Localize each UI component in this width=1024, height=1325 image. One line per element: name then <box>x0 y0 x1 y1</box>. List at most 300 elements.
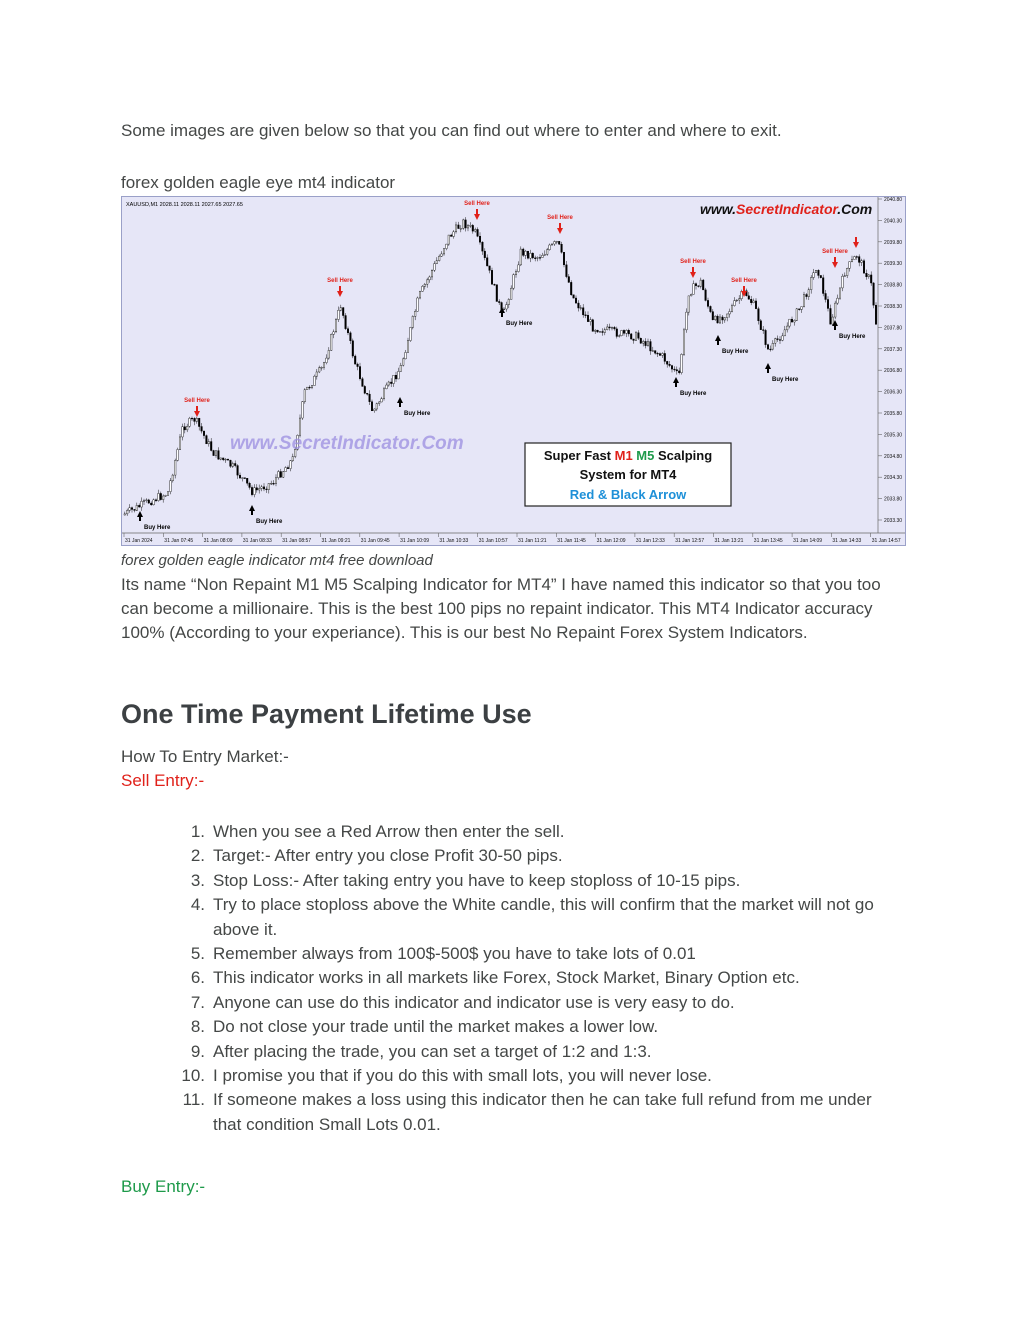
candle-body <box>875 305 877 324</box>
candle-body <box>278 472 280 478</box>
candle-body <box>633 339 635 340</box>
candle-body <box>719 317 721 323</box>
list-item <box>121 1064 901 1088</box>
candle-body <box>419 291 421 298</box>
candle-body <box>160 493 162 499</box>
list-item <box>121 1015 901 1039</box>
list-item-number: 5. <box>190 944 205 964</box>
candle-body <box>489 266 491 270</box>
candle-body <box>153 500 155 505</box>
candle-body <box>203 431 205 436</box>
candle-body <box>496 285 498 302</box>
candle-body <box>254 488 256 495</box>
candle-body <box>849 262 851 269</box>
candle-body <box>683 330 685 354</box>
candle-body <box>628 330 630 334</box>
candle-body <box>477 229 479 236</box>
candle-body <box>762 330 764 331</box>
candle-body <box>770 349 772 350</box>
buy-here-label: Buy Here <box>506 321 533 327</box>
candle-body <box>316 372 318 376</box>
candle-body <box>196 418 198 421</box>
list-item-text: Remember always from 100$-500$ you have to take lots of 0.01 <box>213 944 696 964</box>
list-item-number: 9. <box>190 1041 205 1061</box>
candle-body <box>453 232 455 237</box>
candle-body <box>455 225 457 232</box>
candle-body <box>527 251 529 258</box>
candle-body <box>578 303 580 308</box>
candle-body <box>551 244 553 245</box>
candle-body <box>834 303 836 317</box>
candle-body <box>846 268 848 275</box>
candle-body <box>544 254 546 255</box>
sell-arrow-icon-stem <box>339 286 341 291</box>
candle-body <box>124 514 126 515</box>
candle-body <box>321 367 323 368</box>
sell-here-label: Sell Here <box>464 201 490 207</box>
candle-body <box>467 226 469 228</box>
candle-body <box>585 315 587 316</box>
time-tick-label: 31 Jan 08:09 <box>203 538 233 544</box>
list-item-text: If someone makes a loss using this indicator then he can take full refund from me under that condition Small Lots 0.01. <box>213 1090 872 1134</box>
candle-body <box>136 505 138 510</box>
time-tick-label: 31 Jan 14:57 <box>871 538 901 544</box>
candle-body <box>436 261 438 264</box>
candle-body <box>244 478 246 479</box>
candle-body <box>767 345 769 349</box>
candle-body <box>772 343 774 349</box>
candle-body <box>347 329 349 333</box>
candle-body <box>575 298 577 303</box>
candle-body <box>681 354 683 372</box>
candle-body <box>604 330 606 333</box>
candle-body <box>726 314 728 318</box>
candle-body <box>587 315 589 321</box>
candle-body <box>657 353 659 354</box>
candle-body <box>438 256 440 260</box>
candle-body <box>803 295 805 307</box>
list-item-number: 7. <box>190 992 205 1012</box>
time-tick-label: 31 Jan 12:09 <box>596 538 626 544</box>
buy-here-label: Buy Here <box>680 391 707 397</box>
candle-body <box>450 235 452 236</box>
candle-body <box>268 483 270 489</box>
candle-body <box>352 341 354 356</box>
image-caption: forex golden eagle indicator mt4 free download <box>121 552 433 569</box>
sell-arrow-icon-stem <box>559 223 561 228</box>
candle-body <box>333 332 335 335</box>
time-tick-label: 31 Jan 09:21 <box>321 538 351 544</box>
candle-body <box>222 458 224 460</box>
price-tick-label: 2038.80 <box>884 282 903 289</box>
candle-body <box>522 249 524 255</box>
candle-body <box>479 236 481 242</box>
candle-body <box>131 508 133 510</box>
candle-body <box>155 500 157 501</box>
candle-body <box>417 298 419 311</box>
candle-body <box>273 483 275 484</box>
candle-body <box>590 320 592 322</box>
candle-body <box>148 500 150 503</box>
candle-body <box>690 294 692 296</box>
candle-body <box>491 270 493 284</box>
time-tick-label: 31 Jan 12:57 <box>675 538 705 544</box>
candle-body <box>220 458 222 459</box>
buy-entry-label: Buy Entry:- <box>121 1177 206 1196</box>
list-item <box>121 1040 901 1064</box>
price-tick-label: 2035.80 <box>884 411 903 417</box>
candle-body <box>638 333 640 338</box>
list-item-text: I promise you that if you do this with small lots, you will never lose. <box>213 1066 712 1086</box>
candle-body <box>369 394 371 402</box>
candle-body <box>246 478 248 483</box>
candle-body <box>753 301 755 303</box>
candle-body <box>194 418 196 421</box>
candle-body <box>189 418 191 426</box>
candle-body <box>340 308 342 311</box>
list-item-number: 2. <box>190 846 205 866</box>
candle-body <box>165 495 167 496</box>
candle-body <box>503 309 505 310</box>
sell-arrow-icon-stem <box>476 209 478 214</box>
price-tick-label: 2035.30 <box>884 432 903 439</box>
candle-body <box>400 365 402 371</box>
candle-body <box>261 487 263 489</box>
candle-body <box>820 275 822 277</box>
candle-body <box>167 492 169 496</box>
candle-body <box>328 350 330 358</box>
price-tick-label: 2040.80 <box>884 197 903 203</box>
buy-here-label: Buy Here <box>144 525 171 531</box>
candle-body <box>616 329 618 337</box>
price-tick-label: 2033.80 <box>884 496 903 503</box>
candle-body <box>170 481 172 492</box>
candle-body <box>760 321 762 330</box>
candle-body <box>484 251 486 258</box>
candle-body <box>842 276 844 288</box>
candle-body <box>326 358 328 363</box>
candle-body <box>282 472 284 478</box>
time-tick-label: 31 Jan 11:45 <box>557 538 586 544</box>
candle-body <box>225 459 227 460</box>
time-tick-label: 31 Jan 10:57 <box>478 538 508 544</box>
candle-body <box>256 488 258 490</box>
candle-body <box>381 399 383 402</box>
chart-svg <box>122 197 905 545</box>
candle-body <box>263 487 265 489</box>
candle-body <box>609 327 611 328</box>
candle-body <box>210 442 212 451</box>
list-item-number: 10. <box>181 1066 205 1086</box>
buy-arrow-icon-stem <box>501 312 503 317</box>
candle-body <box>837 298 839 303</box>
candle-body <box>407 341 409 353</box>
candle-body <box>714 316 716 320</box>
price-tick-label: 2040.30 <box>884 218 903 225</box>
indicator-chart-image <box>121 196 906 546</box>
watermark-center: www.SecretIndicator.Com <box>230 433 464 454</box>
time-tick-label: 31 Jan 13:45 <box>753 538 783 544</box>
candle-body <box>191 418 193 419</box>
candle-body <box>645 341 647 345</box>
candle-body <box>330 334 332 350</box>
candle-body <box>669 364 671 365</box>
candle-body <box>710 306 712 311</box>
candle-body <box>755 301 757 309</box>
candle-body <box>186 426 188 430</box>
candle-body <box>371 402 373 411</box>
candle-body <box>611 327 613 328</box>
time-tick-label: 31 Jan 12:33 <box>635 538 665 544</box>
candle-body <box>520 249 522 265</box>
time-tick-label: 31 Jan 08:57 <box>282 538 312 544</box>
candle-body <box>659 354 661 356</box>
sell-here-label: Sell Here <box>680 259 706 265</box>
list-item <box>121 942 901 966</box>
symbol-line: XAUUSD,M1 2028.11 2028.11 2027.65 2027.65 <box>126 202 243 208</box>
candle-body <box>213 451 215 456</box>
candle-body <box>470 225 472 226</box>
candle-body <box>530 253 532 258</box>
how-to-entry-label: How To Entry Market:- <box>121 747 289 766</box>
candle-body <box>830 308 832 324</box>
candle-body <box>302 402 304 418</box>
buy-arrow-icon-stem <box>834 325 836 330</box>
candle-body <box>426 280 428 284</box>
candle-body <box>724 318 726 320</box>
candle-body <box>510 288 512 299</box>
candle-body <box>870 275 872 283</box>
candle-body <box>323 363 325 367</box>
list-item-text: This indicator works in all markets like Forex, Stock Market, Binary Option etc. <box>213 968 800 988</box>
list-item <box>121 991 901 1015</box>
sell-entry-steps <box>121 820 901 1137</box>
price-tick-label: 2036.30 <box>884 389 903 396</box>
time-tick-label: 31 Jan 08:33 <box>242 538 272 544</box>
candle-body <box>230 460 232 466</box>
buy-arrow-icon-stem <box>251 510 253 515</box>
candle-body <box>378 402 380 404</box>
candle-body <box>801 307 803 310</box>
candle-body <box>364 386 366 393</box>
buy-arrow-icon-stem <box>717 340 719 345</box>
candle-body <box>206 436 208 444</box>
time-tick-label: 31 Jan 07:45 <box>164 538 194 544</box>
candle-body <box>208 442 210 444</box>
candle-body <box>532 253 534 258</box>
candle-body <box>242 478 244 479</box>
candle-body <box>563 252 565 265</box>
list-item-text: Anyone can use do this indicator and indicator use is very easy to do. <box>213 992 735 1012</box>
buy-here-label: Buy Here <box>722 349 749 355</box>
candle-body <box>582 308 584 315</box>
candle-body <box>750 299 752 302</box>
candle-body <box>390 382 392 383</box>
sell-here-label: Sell Here <box>822 249 848 255</box>
candle-body <box>198 418 200 426</box>
candle-body <box>676 370 678 371</box>
candle-body <box>249 483 251 487</box>
list-item <box>121 893 901 942</box>
candle-body <box>558 241 560 244</box>
time-tick-label: 31 Jan 13:21 <box>714 538 744 544</box>
sell-entry-label: Sell Entry:- <box>121 771 205 790</box>
image-title: forex golden eagle eye mt4 indicator <box>121 173 396 192</box>
price-tick-label: 2036.80 <box>884 368 903 375</box>
candle-body <box>345 316 347 329</box>
candle-body <box>674 369 676 370</box>
promo-line-1: Super Fast M1 M5 Scalping <box>543 448 713 463</box>
candle-body <box>362 379 364 387</box>
candle-body <box>561 244 563 252</box>
list-item <box>121 966 901 990</box>
candle-body <box>486 258 488 266</box>
time-tick-label: 31 Jan 10:33 <box>439 538 469 544</box>
candle-body <box>134 509 136 510</box>
candle-body <box>184 427 186 430</box>
candle-body <box>395 375 397 379</box>
candle-body <box>431 270 433 277</box>
candle-body <box>748 296 750 299</box>
sell-here-label: Sell Here <box>731 278 757 284</box>
candle-body <box>270 483 272 484</box>
candle-body <box>863 261 865 274</box>
sell-here-label: Sell Here <box>184 398 210 404</box>
candle-body <box>306 387 308 390</box>
candle-body <box>275 478 277 484</box>
candle-body <box>146 500 148 501</box>
candle-body <box>597 330 599 332</box>
candle-body <box>366 393 368 394</box>
candle-body <box>304 390 306 402</box>
buy-here-label: Buy Here <box>772 377 799 383</box>
candle-body <box>734 301 736 306</box>
candle-body <box>201 427 203 432</box>
buy-here-label: Buy Here <box>404 411 431 417</box>
candle-body <box>162 496 164 500</box>
candle-body <box>414 311 416 316</box>
candle-body <box>642 341 644 343</box>
candle-body <box>513 275 515 288</box>
candle-body <box>758 309 760 321</box>
candle-body <box>218 451 220 460</box>
candle-body <box>813 273 815 278</box>
candle-body <box>537 257 539 258</box>
candle-body <box>398 371 400 379</box>
candle-body <box>280 472 282 478</box>
list-item-number: 1. <box>190 822 205 841</box>
candle-body <box>472 225 474 231</box>
list-item-text: Stop Loss:- After taking entry you have to keep stoploss of 10-15 pips. <box>213 870 741 890</box>
candle-body <box>731 306 733 312</box>
candle-body <box>570 282 572 294</box>
candle-body <box>239 475 241 478</box>
candle-body <box>652 351 654 352</box>
list-item-number: 3. <box>190 870 205 890</box>
candle-body <box>179 437 181 449</box>
candle-body <box>506 305 508 309</box>
list-item-text: After placing the trade, you can set a target of 1:2 and 1:3. <box>213 1041 652 1061</box>
candle-body <box>309 387 311 388</box>
candle-body <box>736 300 738 301</box>
candle-body <box>854 257 856 260</box>
candle-body <box>858 257 860 263</box>
candle-body <box>525 251 527 255</box>
list-item-text: Target:- After entry you close Profit 30-50 pips. <box>213 846 563 866</box>
candle-body <box>839 288 841 298</box>
candle-body <box>791 319 793 322</box>
sell-arrow-icon-stem <box>743 286 745 291</box>
candle-body <box>707 300 709 306</box>
candle-body <box>765 330 767 344</box>
candle-body <box>782 336 784 340</box>
list-item <box>121 869 901 893</box>
promo-line-2: System for MT4 <box>579 467 677 482</box>
candle-body <box>424 284 426 286</box>
candle-body <box>234 463 236 465</box>
candle-body <box>350 333 352 341</box>
candle-body <box>806 295 808 297</box>
candle-body <box>482 242 484 251</box>
candle-body <box>138 505 140 507</box>
candle-body <box>258 488 260 490</box>
candle-body <box>654 351 656 354</box>
candle-body <box>693 284 695 295</box>
section-heading: One Time Payment Lifetime Use <box>121 699 532 729</box>
candle-body <box>635 333 637 341</box>
list-item-number: 4. <box>190 895 205 915</box>
candle-body <box>357 364 359 366</box>
candle-body <box>566 265 568 277</box>
candle-body <box>861 261 863 263</box>
candle-body <box>518 265 520 272</box>
candle-body <box>534 258 536 259</box>
promo-line-3: Red & Black Arrow <box>569 487 687 502</box>
time-tick-label: 31 Jan 2024 <box>125 538 153 544</box>
candle-body <box>832 317 834 324</box>
candle-body <box>318 368 320 372</box>
candle-body <box>460 228 462 229</box>
description-paragraph: Its name “Non Repaint M1 M5 Scalping Indicator for MT4” I have named this indicator so that you too can become a millionaire. This is the best 100 pips no repaint indicator. This MT4 Indicator accuracy 100% (According to your experiance). This is our best No Repaint Forex System Indicators. <box>121 575 881 642</box>
candle-body <box>412 316 414 327</box>
candle-body <box>126 510 128 513</box>
candle-body <box>150 503 152 505</box>
candle-body <box>410 327 412 340</box>
candle-body <box>311 386 313 388</box>
sell-here-label: Sell Here <box>547 215 573 221</box>
candle-body <box>626 330 628 333</box>
candle-body <box>285 468 287 472</box>
candle-body <box>671 366 673 370</box>
candle-body <box>738 299 740 300</box>
list-item <box>121 820 901 844</box>
candle-body <box>227 459 229 460</box>
list-item-text: Try to place stoploss above the White candle, this will confirm that the market will not go above it. <box>213 895 874 939</box>
candle-body <box>602 331 604 332</box>
candle-body <box>143 501 145 502</box>
time-tick-label: 31 Jan 14:09 <box>793 538 823 544</box>
candle-body <box>266 489 268 490</box>
list-item-text: When you see a Red Arrow then enter the sell. <box>213 822 565 841</box>
candle-body <box>354 356 356 364</box>
candle-body <box>508 299 510 304</box>
candle-body <box>446 244 448 249</box>
candle-body <box>546 250 548 255</box>
candle-body <box>825 293 827 299</box>
candle-body <box>700 280 702 286</box>
candle-body <box>465 220 467 228</box>
candle-body <box>251 487 253 494</box>
